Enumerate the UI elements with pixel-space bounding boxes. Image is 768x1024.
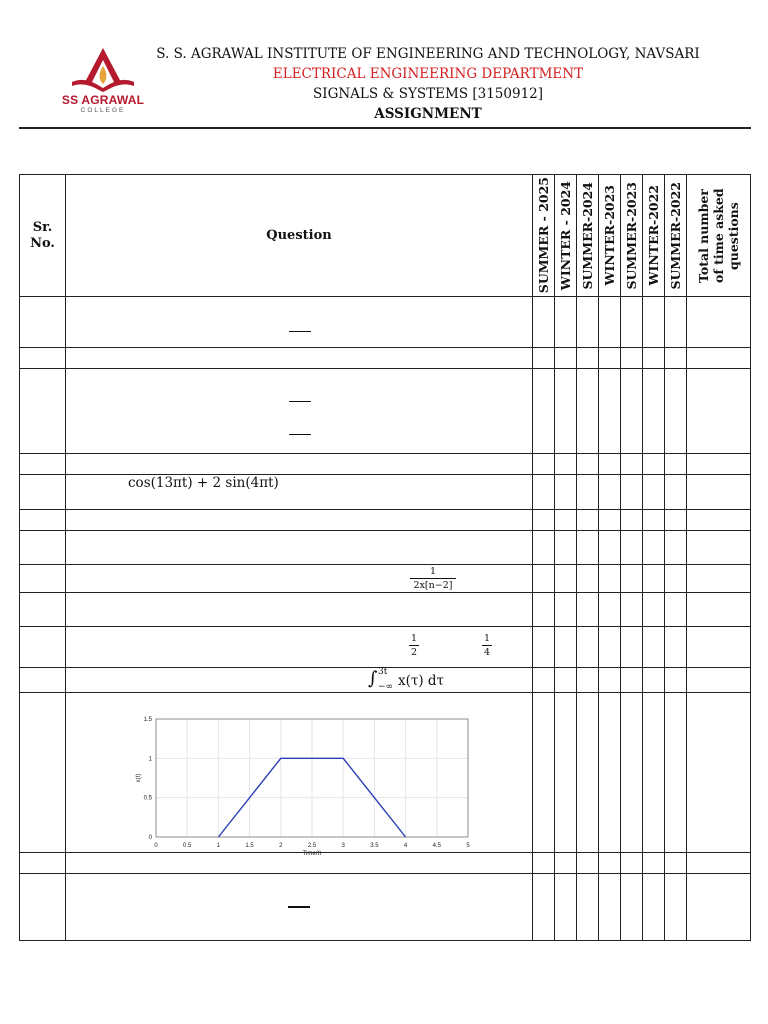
table-row [20, 348, 751, 369]
logo-emblem-icon [58, 44, 148, 94]
table-row [20, 874, 751, 941]
y-tick-label: 1 [148, 756, 152, 763]
header-exam-1: SUMMER - 2025 [533, 175, 555, 297]
table-row [20, 510, 751, 531]
x-axis-label: Time(t) [302, 851, 322, 855]
header-exam-4: WINTER-2023 [599, 175, 621, 297]
table-row [20, 454, 751, 475]
table-row [20, 475, 751, 510]
header-exam-5: SUMMER-2023 [621, 175, 643, 297]
x-tick-label: 3 [341, 843, 345, 849]
fraction-bar [288, 906, 310, 908]
table-row [20, 693, 751, 853]
fraction-bar [289, 401, 311, 402]
logo-sub-text: COLLEGE [80, 107, 126, 114]
header-question: Question [66, 175, 533, 297]
header-divider [19, 127, 751, 129]
table-row [20, 668, 751, 693]
integral-expression: ∫ 3t −∞ x(τ) dτ [368, 667, 445, 692]
assignment-table [19, 174, 751, 941]
header-exam-3: SUMMER-2024 [577, 175, 599, 297]
fraction-one-quarter: 1 4 [483, 633, 491, 658]
table-row [20, 297, 751, 348]
table-row [20, 853, 751, 874]
y-tick-label: 0 [148, 835, 152, 841]
header-exam-6: WINTER-2022 [643, 175, 665, 297]
header-total: Total number of time asked questions [687, 175, 751, 297]
table-row [20, 565, 751, 593]
table-row [20, 593, 751, 627]
logo-brand-text: SS AGRAWAL [61, 93, 145, 107]
x-tick-label: 1.5 [245, 843, 254, 849]
y-axis-label: x(t) [136, 773, 142, 783]
department-name: ELECTRICAL ENGINEERING DEPARTMENT [272, 66, 584, 82]
trapezoid-signal-plot [126, 705, 476, 855]
x-tick-label: 1 [216, 843, 221, 849]
y-tick-label: 1.5 [143, 717, 152, 723]
header-exam-2: WINTER - 2024 [555, 175, 577, 297]
table-header-row [20, 175, 751, 297]
fraction-bar [289, 331, 311, 332]
institute-name: S. S. AGRAWAL INSTITUTE OF ENGINEERING AND TECHNOLOGY, NAVSARI [156, 46, 700, 62]
header-exam-7: SUMMER-2022 [665, 175, 687, 297]
x-tick-label: 0.5 [183, 843, 192, 849]
course-name: SIGNALS & SYSTEMS [3150912] [312, 86, 544, 102]
table-row [20, 627, 751, 668]
x-tick-label: 2.5 [307, 843, 317, 849]
table-row [20, 531, 751, 565]
x-tick-label: 4 [403, 843, 408, 849]
fraction-one-over-2x: 1 2x[n−2] [410, 566, 456, 591]
document-header [150, 44, 706, 124]
cosine-expression: cos(13πt) + 2 sin(4πt) [128, 475, 279, 491]
header-sr-no: Sr. No. [20, 175, 66, 297]
fraction-one-half: 1 2 [410, 633, 418, 658]
x-tick-label: 3.5 [370, 843, 379, 849]
table-row [20, 369, 751, 454]
x-tick-label: 2 [279, 843, 283, 849]
college-logo [58, 44, 148, 120]
fraction-bar [289, 434, 311, 435]
document-title: ASSIGNMENT [374, 106, 482, 122]
x-tick-label: 5 [466, 843, 470, 849]
y-tick-label: 0.5 [143, 795, 152, 802]
x-tick-label: 4.5 [432, 843, 441, 849]
x-tick-label: 0 [154, 843, 158, 849]
